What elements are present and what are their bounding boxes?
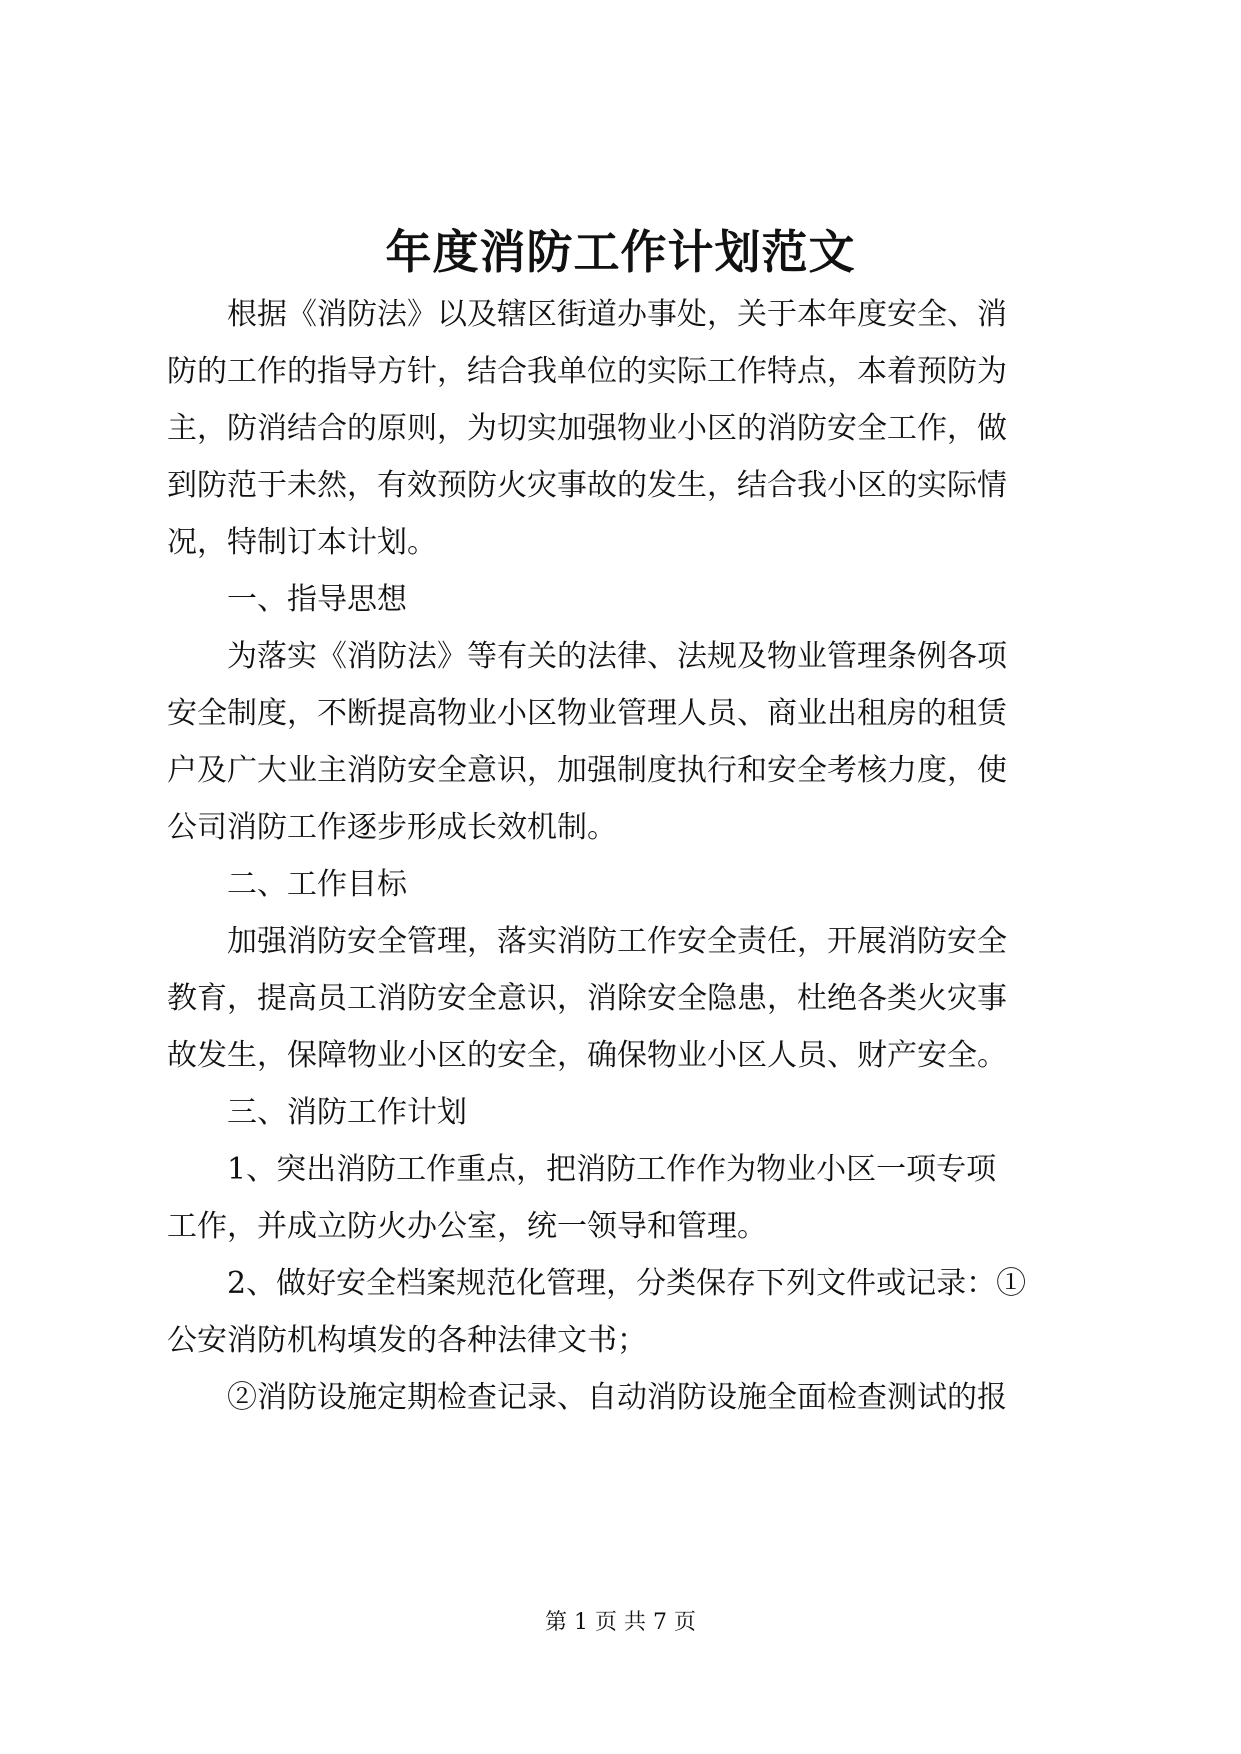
paragraph-line: 防的工作的指导方针，结合我单位的实际工作特点，本着预防为 [167, 354, 1007, 389]
section-heading: 二、工作目标 [227, 867, 407, 902]
page-title: 年度消防工作计划范文 [385, 225, 856, 279]
paragraph-line: 工作，并成立防火办公室，统一领导和管理。 [167, 1209, 767, 1244]
paragraph-line: 根据《消防法》以及辖区街道办事处，关于本年度安全、消 [227, 297, 1007, 332]
paragraph-line: 主，防消结合的原则，为切实加强物业小区的消防安全工作，做 [167, 411, 1007, 446]
paragraph-line: 故发生，保障物业小区的安全，确保物业小区人员、财产安全。 [167, 1038, 1007, 1073]
paragraph-line: 1、突出消防工作重点，把消防工作作为物业小区一项专项 [227, 1152, 997, 1187]
paragraph-line: 教育，提高员工消防安全意识，消除安全隐患，杜绝各类火灾事 [167, 981, 1007, 1016]
paragraph-line: 2、做好安全档案规范化管理，分类保存下列文件或记录：① [227, 1266, 1027, 1301]
paragraph-line: 公司消防工作逐步形成长效机制。 [167, 810, 617, 845]
paragraph-line: 加强消防安全管理，落实消防工作安全责任，开展消防安全 [227, 924, 1007, 959]
paragraph-line: 安全制度，不断提高物业小区物业管理人员、商业出租房的租赁 [167, 696, 1007, 731]
section-heading: 三、消防工作计划 [227, 1095, 467, 1130]
paragraph-line: 为落实《消防法》等有关的法律、法规及物业管理条例各项 [227, 639, 1007, 674]
paragraph-line: ②消防设施定期检查记录、自动消防设施全面检查测试的报 [227, 1380, 1007, 1415]
paragraph-line: 到防范于未然，有效预防火灾事故的发生，结合我小区的实际情 [167, 468, 1007, 503]
paragraph-line: 况，特制订本计划。 [167, 525, 437, 560]
page-number: 第 1 页 共 7 页 [545, 1610, 696, 1635]
paragraph-line: 公安消防机构填发的各种法律文书； [167, 1323, 647, 1358]
paragraph-line: 户及广大业主消防安全意识，加强制度执行和安全考核力度，使 [167, 753, 1007, 788]
section-heading: 一、指导思想 [227, 582, 407, 617]
